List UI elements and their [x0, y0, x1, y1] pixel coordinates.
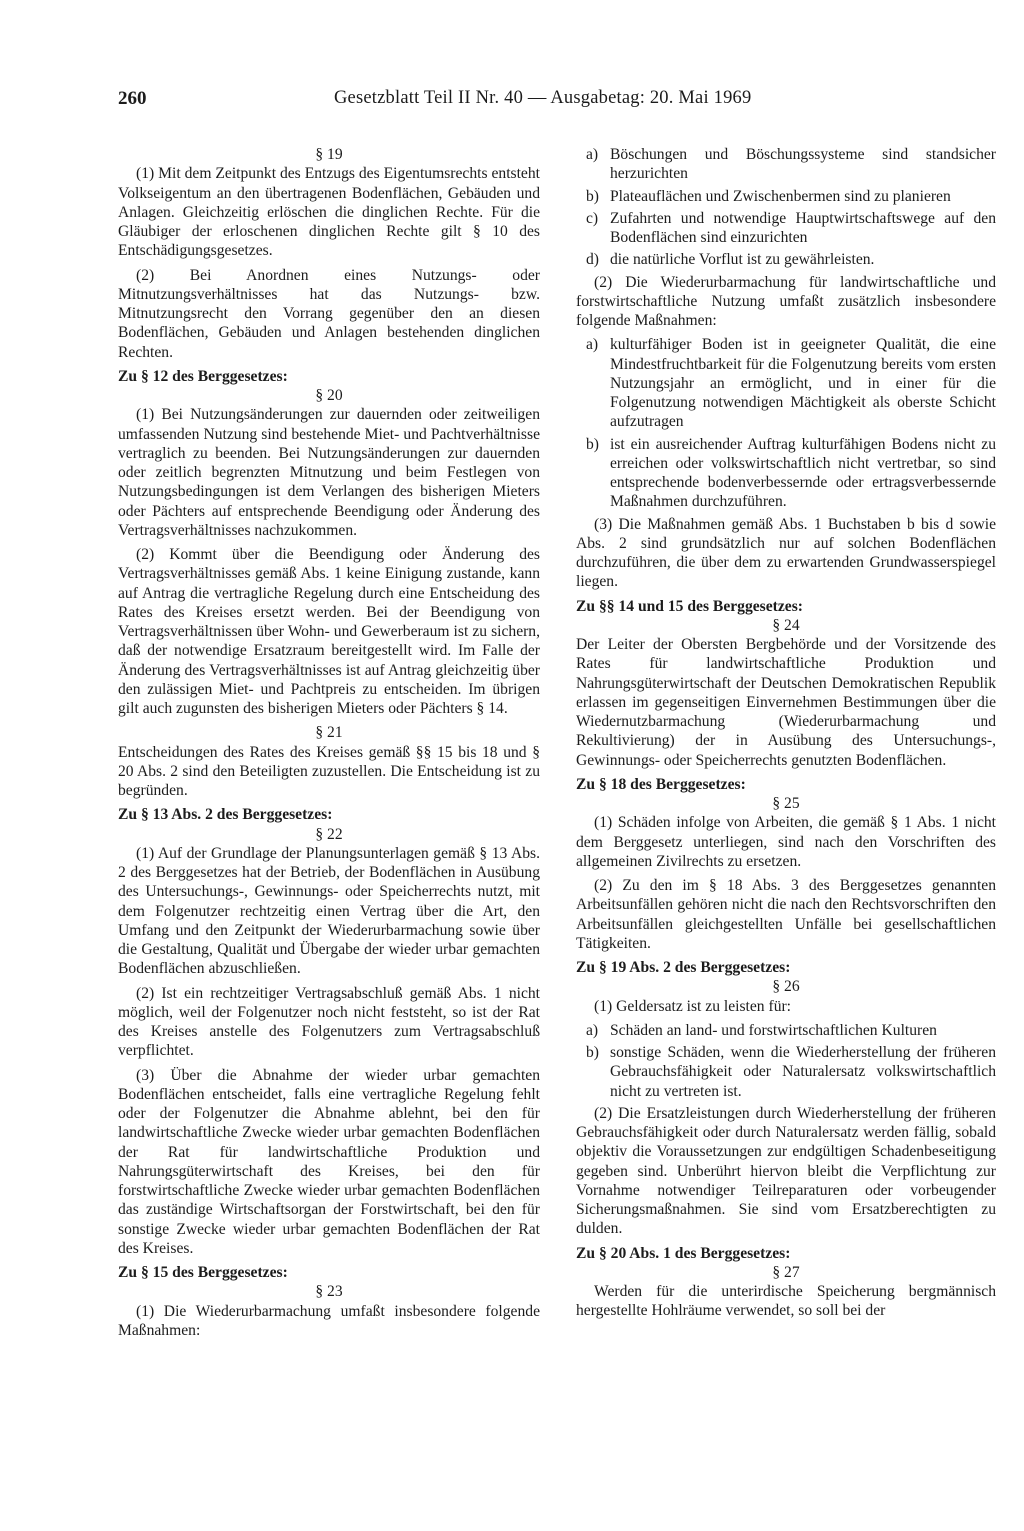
list-item	[576, 250, 996, 269]
section-title: § 20	[315, 387, 343, 404]
paragraph: (1) Mit dem Zeitpunkt des Entzugs des Eigentumsrechts entsteht Volkseigentum an den übertragenen Bodenflächen, Gebäuden und Anlagen. Gleichzeitig erlöschen die dinglichen Rechte. Für die Gläubiger der erloschenen dinglichen Rechte gilt § 10 des Entschädigungsgesetzes.	[118, 165, 540, 260]
item-text: ist ein ausreichender Auftrag kulturfähigen Bodens nicht zu erreichen oder volkswirtschaftlich nicht vertretbar, so sind entsprechende bodenverbessernde oder ertragsverbessernde Maßnahmen durchzuführen.	[610, 435, 996, 511]
item-text: sonstige Schäden, wenn die Wiederherstellung der früheren Gebrauchsfähigkeit oder Naturalersatz volkswirtschaftlich nicht zu vertreten ist.	[610, 1044, 996, 1100]
item-text: die natürliche Vorflut ist zu gewährleisten.	[610, 251, 875, 269]
subheading: Zu §§ 14 und 15 des Berggesetzes:	[576, 597, 803, 615]
right-column	[576, 145, 996, 1326]
paragraph: (3) Über die Abnahme der wieder urbar gemachten Bodenflächen entscheidet, falls eine vertragliche Regelung fehlt oder der Folgenutzer die Abnahme ablehnt, bei den für landwirtschaftliche Zwecke wieder urbar gemachten Bodenflächen der Rat für landwirtschaftliche Produktion und Nahrungsgüterwirtschaft des Kreises, bei den für forstwirtschaftliche Zwecke wieder urbar gemachten Bodenflächen das zuständige Wirtschaftsorgan der Forstwirtschaft, bei den für sonstige Zwecke wieder urbar gemachten Bodenflächen der Rat des Kreises.	[118, 1066, 540, 1257]
item-label: b)	[586, 187, 599, 205]
paragraph: (2) Die Wiederurbarmachung für landwirtschaftliche und forstwirtschaftliche Nutzung umfaßt zusätzlich insbesondere folgende Maßnahmen:	[576, 273, 996, 329]
section-title: § 25	[772, 795, 800, 812]
list-item	[576, 435, 996, 512]
section-title: § 19	[315, 146, 343, 163]
section-title: § 27	[772, 1263, 800, 1281]
item-label: a)	[586, 336, 599, 354]
running-head: Gesetzblatt Teil II Nr. 40 — Ausgabetag: 20. Mai 1969	[334, 88, 752, 108]
list-item	[576, 145, 996, 184]
paragraph: (1) Die Wiederurbarmachung umfaßt insbesondere folgende Maßnahmen:	[118, 1302, 540, 1339]
list-item	[576, 1021, 996, 1040]
subheading: Zu § 13 Abs. 2 des Berggesetzes:	[118, 806, 333, 824]
item-text: Plateauflächen und Zwischenbermen sind zu planieren	[610, 187, 951, 205]
section-title: § 26	[772, 978, 800, 996]
section-title: § 21	[315, 724, 343, 742]
item-label: d)	[586, 251, 599, 269]
subheading: Zu § 12 des Berggesetzes:	[118, 367, 288, 385]
section-title: § 22	[315, 825, 343, 843]
paragraph: (1) Auf der Grundlage der Planungsunterlagen gemäß § 13 Abs. 2 des Berggesetzes hat der Betrieb, der Bodenflächen in Ausübung des Untersuchungs-, Gewinnungs- oder Speicherrechts nutzt, mit dem Folgenutzer rechtzeitig einen Vertrag über die Art, den Umfang und den Zeitpunkt der Wiederurbarmachung sowie über die Gestaltung, Qualität und Übergabe der wieder urbar gemachten Bodenflächen abzuschließen.	[118, 844, 540, 978]
paragraph: Werden für die unterirdische Speicherung bergmännisch hergestellte Hohlräume verwendet, so soll bei der	[576, 1283, 996, 1320]
paragraph: (1) Bei Nutzungsänderungen zur dauernden oder zeitweiligen umfassenden Nutzung sind bestehende Miet- und Pachtverhältnisse vertraglich zu beenden. Bei Nutzungsänderungen zur dauernden oder zeitlich begrenzten Mitnutzung und beim Festlegen von Nutzungsbedingungen ist dem Verlangen des bisherigen Mieters oder Pächters auf entsprechende Beendigung oder Änderung des Vertragsverhältnisses nachzukommen.	[118, 406, 540, 539]
item-label: c)	[586, 209, 599, 227]
item-text: Schäden an land- und forstwirtschaftlichen Kulturen	[610, 1021, 937, 1039]
subheading: Zu § 19 Abs. 2 des Berggesetzes:	[576, 959, 791, 976]
list-item	[576, 335, 996, 431]
paragraph: (2) Die Ersatzleistungen durch Wiederherstellung der früheren Gebrauchsfähigkeit oder durch Naturalersatz werden fällig, sobald objektiv die Voraussetzungen zur endgültigen Schadenbeseitigung gegeben sind. Unberührt hiervon bleibt die Verpflichtung zur Vornahme notwendiger Teilreparaturen oder vorbeugender Sicherungsmaßnahmen. Sie sind vom Ersatzberechtigten zu dulden.	[576, 1104, 996, 1238]
paragraph: Entscheidungen des Rates des Kreises gemäß §§ 15 bis 18 und § 20 Abs. 2 sind den Beteiligten zuzustellen. Die Entscheidung ist zu begründen.	[118, 743, 540, 799]
item-label: b)	[586, 435, 599, 453]
item-label: b)	[586, 1044, 599, 1061]
paragraph: (2) Zu den im § 18 Abs. 3 des Berggesetzes genannten Arbeitsunfällen gehören nicht die nach den Rechtsvorschriften den Arbeitsunfällen gleichgestellten Unfälle bei gesellschaftlichen Tätigkeiten.	[576, 877, 996, 952]
item-label: a)	[586, 1021, 599, 1039]
item-text: Böschungen und Böschungssysteme sind standsicher herzurichten	[610, 146, 996, 183]
item-text: kulturfähiger Boden ist in geeigneter Qualität, die eine Mindestfruchtbarkeit für die Folgenutzung bereits vom ersten Nutzungsjahr an ermöglicht, und in einer für die Folgenutzung notwendigen Mächtigkeit als oberste Schicht aufzutragen	[610, 336, 996, 431]
left-column	[118, 145, 540, 1345]
paragraph: (2) Bei Anordnen eines Nutzungs- oder Mitnutzungsverhältnisses hat das Nutzungs- bzw. Mitnutzungsrecht den Vorrang gegenüber den an diesen Bodenflächen, Gebäuden und Anlagen bestehenden dinglichen Rechten.	[118, 266, 540, 361]
item-text: Zufahrten und notwendige Hauptwirtschaftswege auf den Bodenflächen sind einzurichten	[610, 209, 996, 246]
subheading: Zu § 15 des Berggesetzes:	[118, 1264, 288, 1281]
paragraph: (3) Die Maßnahmen gemäß Abs. 1 Buchstaben b bis d sowie Abs. 2 sind grundsätzlich nur auf solchen Bodenflächen durchzuführen, die über dem zu erwartenden Grundwasserspiegel liegen.	[576, 515, 996, 591]
paragraph: (2) Ist ein rechtzeitiger Vertragsabschluß gemäß Abs. 1 nicht möglich, weil der Folgenutzer noch nicht feststeht, so ist der Rat des Kreises anstelle des Folgenutzers zum Vertragsabschluß verpflichtet.	[118, 984, 540, 1060]
list-item	[576, 187, 996, 206]
paragraph: (2) Kommt über die Beendigung oder Änderung des Vertragsverhältnisses gemäß Abs. 1 keine Einigung zustande, kann auf Antrag die vertragliche Regelung durch eine Entscheidung des Rates des Kreises ersetzt werden. Bei der Beendigung von Vertragsverhältnissen über Wohn- und Gewerberaum ist zu sichern, daß der notwendige Ersatzraum bereitgestellt wird. Im Falle der Änderung des Vertragsverhältnisses ist auf Antrag gleichzeitig über den zulässigen Miet- und Pachtpreis zu entscheiden. Im übrigen gilt auch zugunsten des bisherigen Mieters oder Pächters § 14.	[118, 546, 540, 717]
paragraph: Der Leiter der Obersten Bergbehörde und der Vorsitzende des Rates für landwirtschaftliche Produktion und Nahrungsgüterwirtschaft der Deutschen Demokratischen Republik erlassen im gegenseitigen Einvernehmen Bestimmungen über die Wiedernutzbarmachung (Wiederurbarmachung und Rekultivierung) der in Ausübung des Untersuchungs-, Gewinnungs- oder Speicherrechts genutzten Bodenflächen.	[576, 636, 996, 769]
subheading: Zu § 20 Abs. 1 des Berggesetzes:	[576, 1244, 791, 1262]
paragraph: (1) Schäden infolge von Arbeiten, die gemäß § 1 Abs. 1 nicht dem Berggesetz unterliegen, sind nach den Vorschriften des allgemeinen Zivilrechts zu ersetzen.	[576, 814, 996, 870]
section-title: § 23	[315, 1283, 343, 1301]
page-number: 260	[118, 88, 147, 109]
subheading: Zu § 18 des Berggesetzes:	[576, 775, 746, 793]
list-item	[576, 1043, 996, 1101]
item-label: a)	[586, 146, 599, 163]
list-item	[576, 209, 996, 248]
paragraph: (1) Geldersatz ist zu leisten für:	[594, 997, 792, 1015]
page-header	[118, 88, 998, 116]
section-title: § 24	[772, 616, 800, 634]
